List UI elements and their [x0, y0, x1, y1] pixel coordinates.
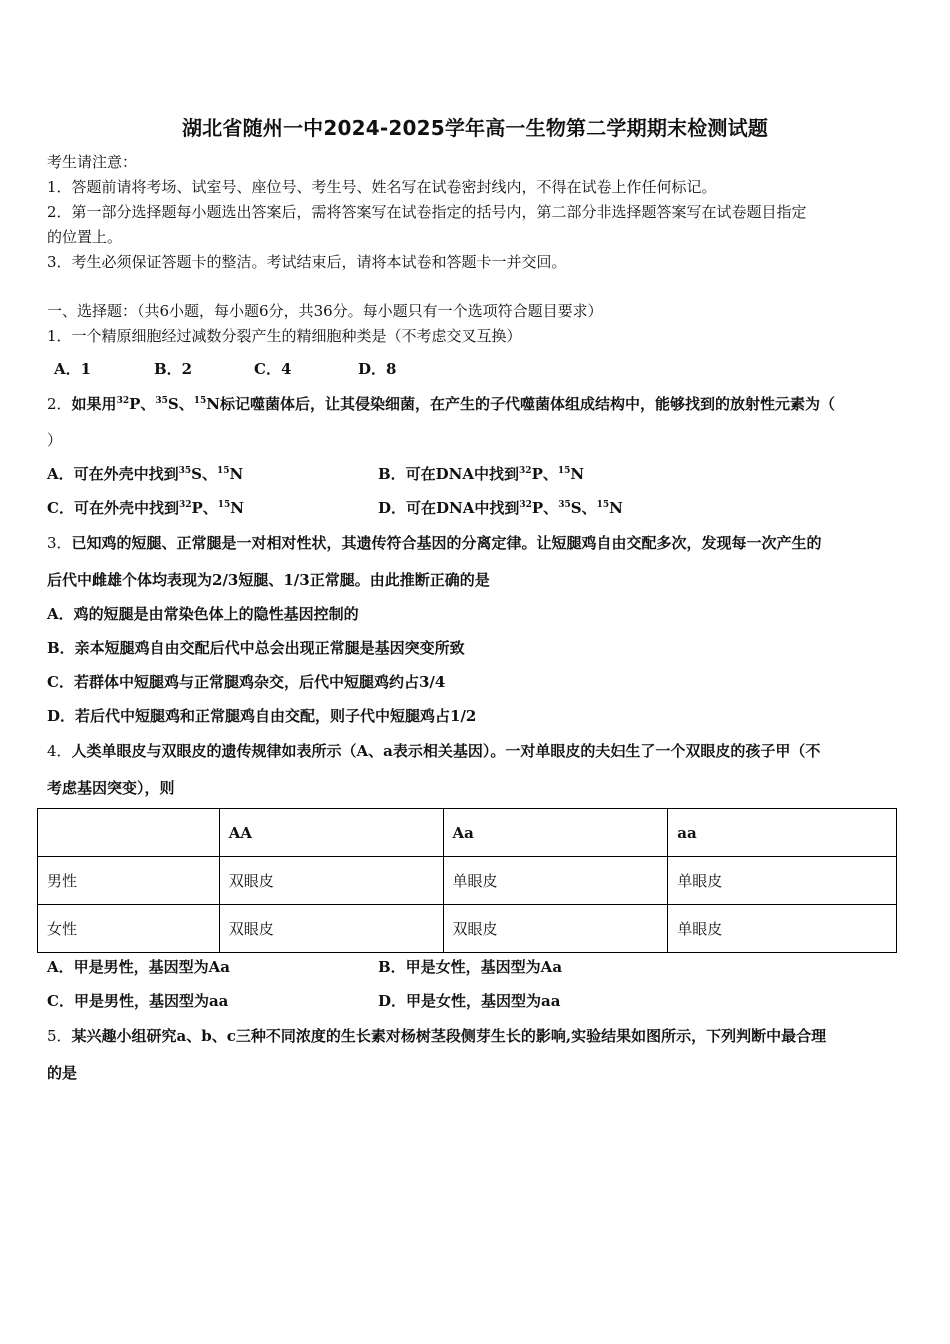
table-cell: 双眼皮: [443, 905, 668, 953]
question-1-option-d: D．8: [358, 360, 397, 378]
table-header-row: [38, 809, 897, 857]
question-number: 2．: [47, 395, 72, 413]
question-5-stem: 5．某兴趣小组研究a、b、c三种不同浓度的生长素对杨树茎段侧芽生长的影响,实验结果如图所示，下列判断中最合理: [47, 1027, 827, 1045]
question-3-option-c: C．若群体中短腿鸡与正常腿鸡杂交，后代中短腿鸡约占3/4: [47, 673, 446, 691]
table-header: aa: [668, 809, 897, 857]
question-4-option-d: D．甲是女性，基因型为aa: [378, 992, 561, 1010]
question-2-option-a: A．可在外壳中找到$^{35}$S、$^{15}$N: [47, 465, 244, 483]
notice-item: 3．考生必须保证答题卡的整洁。考试结束后，请将本试卷和答题卡一并交回。: [47, 253, 567, 271]
genotype-table: [37, 808, 897, 953]
table-cell: [38, 809, 220, 857]
question-2-option-c: C．可在外壳中找到$^{32}$P、$^{15}$N: [47, 499, 245, 517]
table-header: AA: [219, 809, 443, 857]
question-3-option-b: B．亲本短腿鸡自由交配后代中总会出现正常腿是基因突变所致: [47, 639, 465, 657]
table-row: [38, 857, 897, 905]
question-1-option-b: B．2: [154, 360, 193, 378]
question-5-stem-cont: 的是: [47, 1064, 78, 1082]
question-3-option-d: D．若后代中短腿鸡和正常腿鸡自由交配，则子代中短腿鸡占1/2: [47, 707, 477, 725]
question-4-option-a: A．甲是男性，基因型为Aa: [47, 958, 230, 976]
table-cell: 双眼皮: [219, 857, 443, 905]
question-3-option-a: A．鸡的短腿是由常染色体上的隐性基因控制的: [47, 605, 359, 623]
question-2-stem-cont: ）: [47, 431, 63, 449]
page-title: 湖北省随州一中2024-2025学年高一生物第二学期期末检测试题: [181, 116, 769, 140]
question-1-option-a: A．1: [54, 360, 92, 378]
notice-item: 的位置上。: [47, 228, 123, 246]
question-4-option-c: C．甲是男性，基因型为aa: [47, 992, 229, 1010]
question-1-stem: 1．一个精原细胞经过减数分裂产生的精细胞种类是（不考虑交叉互换）: [47, 327, 522, 345]
table-cell: 单眼皮: [668, 857, 897, 905]
question-3-stem: 3．已知鸡的短腿、正常腿是一对相对性状，其遗传符合基因的分离定律。让短腿鸡自由交配多次，发现每一次产生的: [47, 534, 822, 552]
table-cell: 单眼皮: [668, 905, 897, 953]
question-1-option-c: C．4: [254, 360, 292, 378]
question-4-option-b: B．甲是女性，基因型为Aa: [378, 958, 563, 976]
question-4-stem-cont: 考虑基因突变），则: [47, 779, 175, 797]
notice-heading: 考生请注意：: [47, 153, 138, 171]
notice-item: 1．答题前请将考场、试室号、座位号、考生号、姓名写在试卷密封线内，不得在试卷上作任何标记。: [47, 178, 717, 196]
question-2-option-b: B．可在DNA中找到$^{32}$P、$^{15}$N: [378, 465, 585, 483]
question-4-stem: 4．人类单眼皮与双眼皮的遗传规律如表所示（A、a表示相关基因）。一对单眼皮的夫妇生了一个双眼皮的孩子甲（不: [47, 742, 821, 760]
table-row: [38, 905, 897, 953]
notice-item: 2．第一部分选择题每小题选出答案后，需将答案写在试卷指定的括号内，第二部分非选择题答案写在试卷题目指定: [47, 203, 807, 221]
table-cell: 女性: [38, 905, 220, 953]
table-header: Aa: [443, 809, 668, 857]
question-2-stem: 2．如果用$^{32}$P、$^{35}$S、$^{15}$N标记噬菌体后，让其侵染细菌，在产生的子代噬菌体组成结构中，能够找到的放射性元素为（: [47, 395, 835, 413]
section-heading: 一、选择题：（共6小题，每小题6分，共36分。每小题只有一个选项符合题目要求）: [47, 302, 603, 320]
table-cell: 双眼皮: [219, 905, 443, 953]
question-3-stem-cont: 后代中雌雄个体均表现为2/3短腿、1/3正常腿。由此推断正确的是: [47, 571, 490, 589]
table-cell: 男性: [38, 857, 220, 905]
table-cell: 单眼皮: [443, 857, 668, 905]
question-2-option-d: D．可在DNA中找到$^{32}$P、$^{35}$S、$^{15}$N: [378, 499, 623, 517]
